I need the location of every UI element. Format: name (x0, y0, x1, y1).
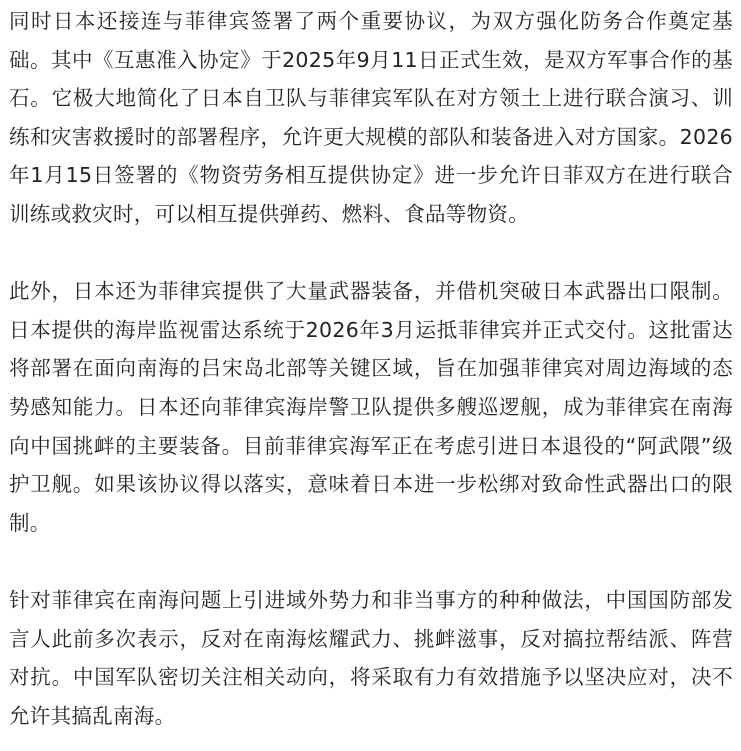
paragraph-weapons-exports: 此外，日本还为菲律宾提供了大量武器装备，并借机突破日本武器出口限制。日本提供的海岸监视雷达系统于2026年3月运抵菲律宾并正式交付。这批雷达将部署在面向南海的吕宋岛北部等关键区域，旨在加强菲律宾对周边海域的态势感知能力。日本还向菲律宾海岸警卫队提供多艘巡逻舰，成为菲律宾在南海向中国挑衅的主要装备。目前菲律宾海军正在考虑引进日本退役的“阿武隈”级护卫舰。如果该协议得以落实，意味着日本进一步松绑对致命性武器出口的限制。 (9, 279, 733, 535)
paragraph-defense-agreements: 同时日本还接连与菲律宾签署了两个重要协议，为双方强化防务合作奠定基础。其中《互惠准入协定》于2025年9月11日正式生效，是双方军事合作的基石。它极大地简化了日本自卫队与菲律宾军队在对方领土上进行联合演习、训练和灾害救援时的部署程序，允许更大规模的部队和装备进入对方国家。2026年1月15日签署的《物资劳务相互提供协定》进一步允许日菲双方在进行联合训练或救灾时，可以相互提供弹药、燃料、食品等物资。 (9, 9, 733, 226)
paragraph-china-response: 针对菲律宾在南海问题上引进域外势力和非当事方的种种做法，中国国防部发言人此前多次表示，反对在南海炫耀武力、挑衅滋事，反对搞拉帮结派、阵营对抗。中国军队密切关注相关动向，将采取有力有效措施予以坚决应对，决不允许其搞乱南海。 (9, 587, 733, 728)
article-body (9, 2, 733, 735)
